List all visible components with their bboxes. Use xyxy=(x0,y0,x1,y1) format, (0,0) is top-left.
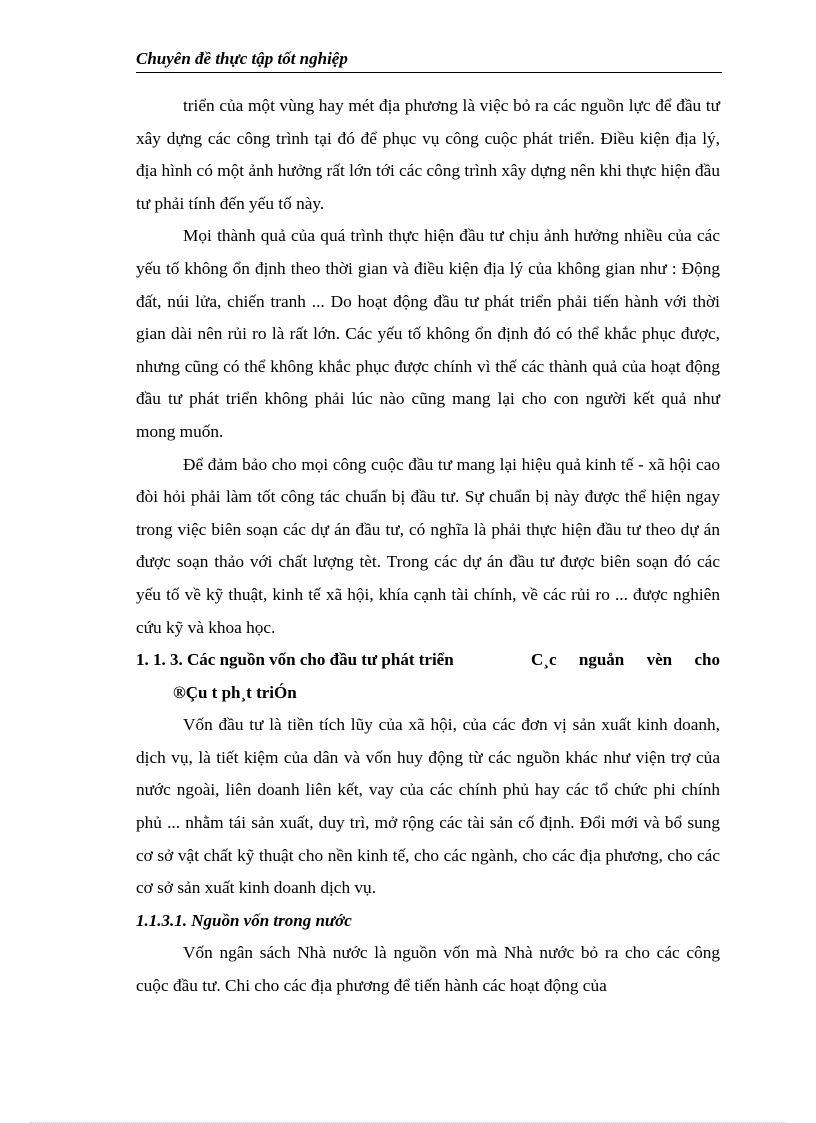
subsection-heading: 1.1.3.1. Nguồn vốn trong nước xyxy=(136,910,352,930)
page-header: Chuyên đề thực tập tốt nghiệp xyxy=(136,48,722,73)
paragraph-3: Để đảm bảo cho mọi công cuộc đầu tư mang lại hiệu quả kinh tế - xã hội cao đòi hỏi phải làm tốt công tác chuẩn bị đầu tư. Sự chuẩn bị này được thể hiện ngay trong việc biên soạn các dự án đầu tư, có nghĩa là phải thực hiện đầu tư theo dự án được soạn thảo với chất lượng tèt. Trong các dự án đầu tư được biên soạn đó các yếu tố về kỹ thuật, kinh tế xã hội, khía cạnh tài chính, về các rủi ro ... được nghiên cứu kỹ và khoa học. xyxy=(136,454,720,637)
paragraph-2: Mọi thành quả của quá trình thực hiện đầu tư chịu ảnh hưởng nhiều của các yếu tố không ổn định theo thời gian và điều kiện địa lý của không gian như : Động đất, núi lửa, chiến tranh ... Do hoạt động đầu tư phát triển phải tiến hành với thời gian dài nên rủi ro là rất lớn. Các yếu tố không ổn định đó có thể khắc phục được, nhưng cũng có thể không khắc phục được chính vì thế các thành quả của hoạt động đầu tư phát triển không phải lúc nào cũng mang lại cho con người kết quả như mong muốn. xyxy=(136,226,720,441)
document-body xyxy=(136,90,720,1003)
paragraph-1: triển của một vùng hay mét địa phương là việc bỏ ra các nguồn lực để đầu tư xây dựng các công trình tại đó để phục vụ công cuộc phát triển. Điều kiện địa lý, địa hình có một ảnh hưởng rất lớn tới các công trình xây dựng nên khi thực hiện đầu tư phải tính đến yếu tố này. xyxy=(136,96,720,213)
section-heading-garbled: C¸c nguån vèn cho xyxy=(531,650,720,670)
section-heading xyxy=(136,644,720,709)
paragraph-4: Vốn đầu tư là tiền tích lũy của xã hội, của các đơn vị sản xuất kinh doanh, dịch vụ, là tiết kiệm của dân và vốn huy động từ các nguồn khác như viện trợ của nước ngoài, liên doanh liên kết, vay của các chính phủ hay các tổ chức phi chính phủ ... nhằm tái sản xuất, duy trì, mở rộng các tài sản cố định. Đổi mới và bổ sung cơ sở vật chất kỹ thuật cho nền kinh tế, cho các ngành, cho các địa phương, cho các cơ sở sản xuất kinh doanh dịch vụ. xyxy=(136,715,720,898)
section-heading-title: 1. 1. 3. Các nguồn vốn cho đầu tư phát triển xyxy=(136,650,454,670)
section-heading-garbled-line2: ®Çu t ph¸t triÓn xyxy=(173,682,297,702)
paragraph-5: Vốn ngân sách Nhà nước là nguồn vốn mà Nhà nước bỏ ra cho các công cuộc đầu tư. Chi cho các địa phương để tiến hành các hoạt động của xyxy=(136,943,720,996)
